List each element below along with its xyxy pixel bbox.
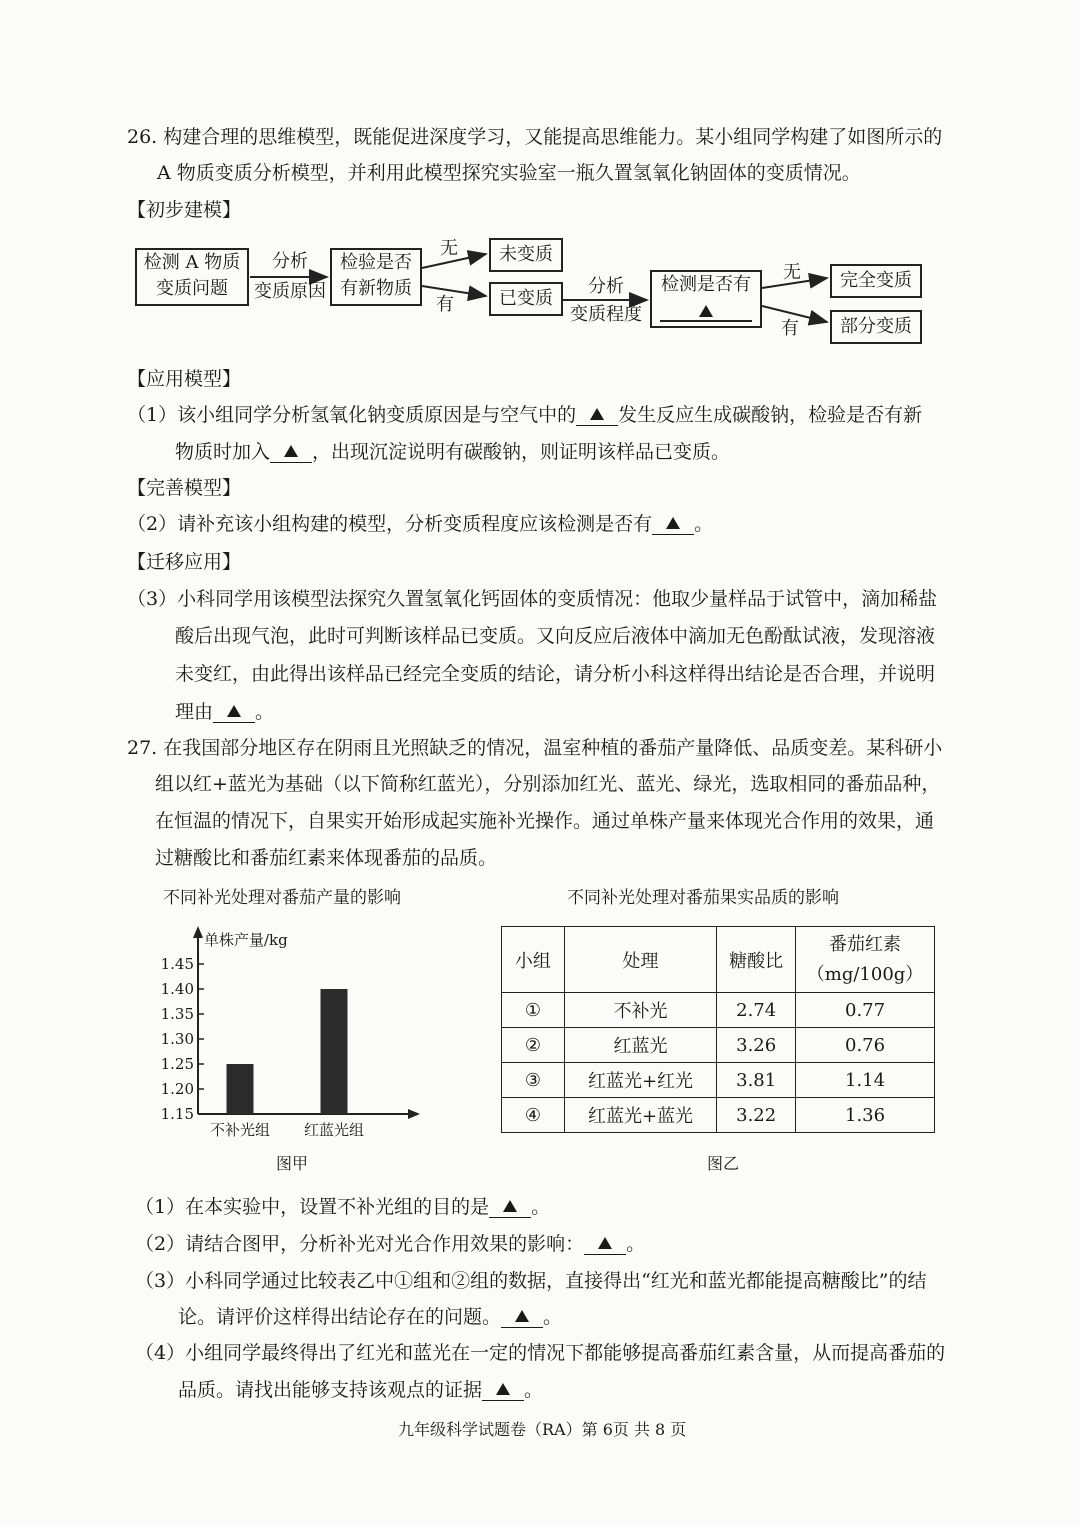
q26-p3-line2: 酸后出现气泡，此时可判断该样品已变质。又向反应后液体中滴加无色酚酞试液，发现溶液 bbox=[175, 625, 936, 647]
q26-p1-line2 bbox=[175, 439, 730, 465]
figure-b-caption: 图乙 bbox=[707, 1154, 740, 1173]
answer-triangle-icon bbox=[227, 705, 241, 717]
q26-intro-line1: 26. 构建合理的思维模型，既能促进深度学习，又能提高思维能力。某小组同学构建了如图所示的 bbox=[127, 126, 943, 148]
label-yes-2: 有 bbox=[781, 318, 799, 339]
label-analyze: 分析 bbox=[272, 251, 308, 272]
y-tick-label: 1.30 bbox=[160, 1030, 194, 1048]
table-cell: ② bbox=[502, 1028, 565, 1063]
q27-intro-line2: 组以红+蓝光为基础（以下简称红蓝光），分别添加红光、蓝光、绿光，选取相同的番茄品种， bbox=[155, 773, 941, 795]
q27-s1-text-a: （1）在本实验中，设置不补光组的目的是 bbox=[135, 1196, 490, 1218]
box-detect2-line1: 检测是否有 bbox=[661, 274, 751, 295]
x-axis-arrow bbox=[408, 1109, 420, 1119]
box-detect-whether bbox=[650, 270, 762, 328]
y-tick-label: 1.45 bbox=[160, 955, 194, 973]
box-detect-line2: 变质问题 bbox=[156, 278, 228, 299]
table-header-row bbox=[502, 927, 935, 993]
answer-blank[interactable] bbox=[576, 405, 618, 426]
label-analyze-2: 分析 bbox=[588, 276, 624, 297]
box-check-new bbox=[330, 248, 422, 306]
answer-triangle-icon bbox=[699, 305, 713, 317]
answer-blank[interactable] bbox=[584, 1234, 626, 1255]
q27-s2 bbox=[135, 1231, 645, 1257]
quality-table bbox=[501, 926, 935, 1133]
q27-s2-text-b: 。 bbox=[626, 1233, 646, 1255]
x-category-label: 红蓝光组 bbox=[303, 1121, 364, 1139]
chart-title: 不同补光处理对番茄产量的影响 bbox=[163, 888, 401, 908]
q27-intro-line1: 27. 在我国部分地区存在阴雨且光照缺乏的情况，温室种植的番茄产量降低、品质变差。某科研小 bbox=[127, 737, 943, 759]
section-improve-model: 【完善模型】 bbox=[127, 477, 242, 499]
q27-s4-text-b: 品质。请找出能够支持该观点的证据 bbox=[178, 1379, 483, 1401]
answer-blank[interactable] bbox=[213, 702, 255, 723]
table-cell: 红蓝光+红光 bbox=[564, 1063, 716, 1098]
q27-s3-text-c: 。 bbox=[543, 1306, 563, 1328]
table-cell: 0.76 bbox=[796, 1028, 935, 1063]
q26-p2 bbox=[127, 511, 713, 537]
q26-p2-text-a: （2）请补充该小组构建的模型，分析变质程度应该检测是否有 bbox=[127, 513, 653, 535]
table-cell: ④ bbox=[502, 1098, 565, 1133]
table-title: 不同补光处理对番茄果实品质的影响 bbox=[567, 888, 839, 908]
table-row bbox=[502, 1063, 935, 1098]
section-apply-model: 【应用模型】 bbox=[127, 368, 242, 390]
table-cell: 红蓝光 bbox=[564, 1028, 716, 1063]
box-changed: 已变质 bbox=[489, 282, 563, 316]
y-axis-arrow bbox=[193, 926, 203, 938]
box-complete-change: 完全变质 bbox=[830, 264, 922, 298]
table-header-lycopene bbox=[796, 927, 935, 993]
table-header-treatment: 处理 bbox=[564, 927, 716, 993]
table-cell: 红蓝光+蓝光 bbox=[564, 1098, 716, 1133]
table-header-sugar-acid: 糖酸比 bbox=[717, 927, 796, 993]
y-tick-label: 1.20 bbox=[160, 1080, 194, 1098]
q27-intro-line4: 过糖酸比和番茄红素来体现番茄的品质。 bbox=[155, 847, 498, 869]
answer-triangle-icon bbox=[666, 517, 680, 529]
q27-s4-line1: （4）小组同学最终得出了红光和蓝光在一定的情况下都能够提高番茄红素含量，从而提高番茄的 bbox=[135, 1342, 946, 1364]
y-tick-label: 1.25 bbox=[160, 1055, 194, 1073]
q27-s4-line2 bbox=[178, 1377, 543, 1403]
table-cell: 0.77 bbox=[796, 993, 935, 1028]
label-no-2: 无 bbox=[783, 262, 801, 283]
table-row bbox=[502, 1028, 935, 1063]
answer-triangle-icon bbox=[590, 408, 604, 420]
y-tick-label: 1.40 bbox=[160, 980, 194, 998]
box-check-line1: 检验是否 bbox=[340, 252, 412, 273]
table-cell: 不补光 bbox=[564, 993, 716, 1028]
table-cell: 1.36 bbox=[796, 1098, 935, 1133]
table-header-group: 小组 bbox=[502, 927, 565, 993]
q26-p2-text-b: 。 bbox=[694, 513, 714, 535]
label-change-degree: 变质程度 bbox=[570, 304, 642, 325]
q27-s3-line1: （3）小科同学通过比较表乙中①组和②组的数据，直接得出“红光和蓝光都能提高糖酸比”的结 bbox=[135, 1270, 927, 1292]
q26-intro-line2: A 物质变质分析模型，并利用此模型探究实验室一瓶久置氢氧化钠固体的变质情况。 bbox=[157, 162, 861, 184]
answer-blank[interactable] bbox=[489, 1197, 531, 1218]
table-header-lycopene-unit: （mg/100g） bbox=[806, 963, 924, 985]
answer-triangle-icon bbox=[598, 1237, 612, 1249]
box-check-line2: 有新物质 bbox=[340, 278, 412, 299]
bar-no-supplement bbox=[227, 1064, 254, 1114]
answer-triangle-icon bbox=[496, 1383, 510, 1395]
box-detect-problem bbox=[135, 248, 249, 306]
chart-y-label: 单株产量/kg bbox=[204, 931, 288, 949]
table-cell: 3.22 bbox=[717, 1098, 796, 1133]
table-row bbox=[502, 1098, 935, 1133]
table-header-lycopene-name: 番茄红素 bbox=[829, 933, 902, 955]
table-cell: 1.14 bbox=[796, 1063, 935, 1098]
answer-blank[interactable] bbox=[482, 1380, 524, 1401]
q26-p3-line4 bbox=[175, 699, 274, 725]
y-tick-label: 1.35 bbox=[160, 1005, 194, 1023]
bar-red-blue bbox=[321, 989, 348, 1114]
q26-p1-line1 bbox=[127, 402, 922, 428]
table-row bbox=[502, 993, 935, 1028]
flow-diagram bbox=[130, 232, 930, 352]
table-cell: 2.74 bbox=[717, 993, 796, 1028]
q26-p3-text-d: 理由 bbox=[175, 701, 214, 723]
q27-s3-line2 bbox=[178, 1304, 562, 1330]
q26-p1-text-a: （1）该小组同学分析氢氧化钠变质原因是与空气中的 bbox=[127, 404, 577, 426]
table-cell: ① bbox=[502, 993, 565, 1028]
q26-p1-text-c: 物质时加入 bbox=[175, 441, 271, 463]
figure-a-caption: 图甲 bbox=[276, 1154, 309, 1173]
x-category-label: 不补光组 bbox=[209, 1121, 270, 1139]
q27-s3-text-b: 论。请评价这样得出结论存在的问题。 bbox=[178, 1306, 502, 1328]
q26-p3-line1: （3）小科同学用该模型法探究久置氢氧化钙固体的变质情况：他取少量样品于试管中，滴加稀盐 bbox=[127, 588, 938, 610]
answer-triangle-icon bbox=[284, 445, 298, 457]
label-yes: 有 bbox=[436, 294, 454, 315]
q27-intro-line3: 在恒温的情况下，自果实开始形成起实施补光操作。通过单株产量来体现光合作用的效果，通 bbox=[155, 810, 935, 832]
y-tick-label: 1.15 bbox=[160, 1105, 194, 1123]
q27-s2-text-a: （2）请结合图甲，分析补光对光合作用效果的影响： bbox=[135, 1233, 585, 1255]
answer-blank[interactable] bbox=[652, 514, 694, 535]
q27-s4-text-c: 。 bbox=[524, 1379, 544, 1401]
q27-s1 bbox=[135, 1194, 550, 1220]
table-cell: 3.26 bbox=[717, 1028, 796, 1063]
q26-p1-text-b: 发生反应生成碳酸钠，检验是否有新 bbox=[618, 404, 923, 426]
answer-triangle-icon bbox=[515, 1310, 529, 1322]
q27-s1-text-b: 。 bbox=[531, 1196, 551, 1218]
page-footer: 九年级科学试题卷（RA）第 6页 共 8 页 bbox=[398, 1420, 687, 1439]
box-partial-change: 部分变质 bbox=[830, 310, 922, 344]
section-transfer-apply: 【迁移应用】 bbox=[127, 551, 242, 573]
q26-p3-line3: 未变红，由此得出该样品已经完全变质的结论，请分析小科这样得出结论是否合理，并说明 bbox=[175, 663, 936, 685]
label-no: 无 bbox=[440, 238, 458, 259]
table-cell: 3.81 bbox=[717, 1063, 796, 1098]
yield-bar-chart bbox=[150, 918, 440, 1148]
q26-p1-text-d: ，出现沉淀说明有碳酸钠，则证明该样品已变质。 bbox=[312, 441, 731, 463]
table-cell: ③ bbox=[502, 1063, 565, 1098]
label-change-cause: 变质原因 bbox=[254, 281, 326, 302]
answer-blank[interactable] bbox=[270, 442, 312, 463]
q26-p3-text-e: 。 bbox=[255, 701, 275, 723]
box-detect2-blank bbox=[660, 300, 752, 322]
box-unchanged: 未变质 bbox=[489, 238, 563, 272]
answer-triangle-icon bbox=[503, 1200, 517, 1212]
section-initial-model: 【初步建模】 bbox=[127, 199, 242, 221]
answer-blank[interactable] bbox=[501, 1307, 543, 1328]
box-detect-line1: 检测 A 物质 bbox=[143, 252, 241, 273]
